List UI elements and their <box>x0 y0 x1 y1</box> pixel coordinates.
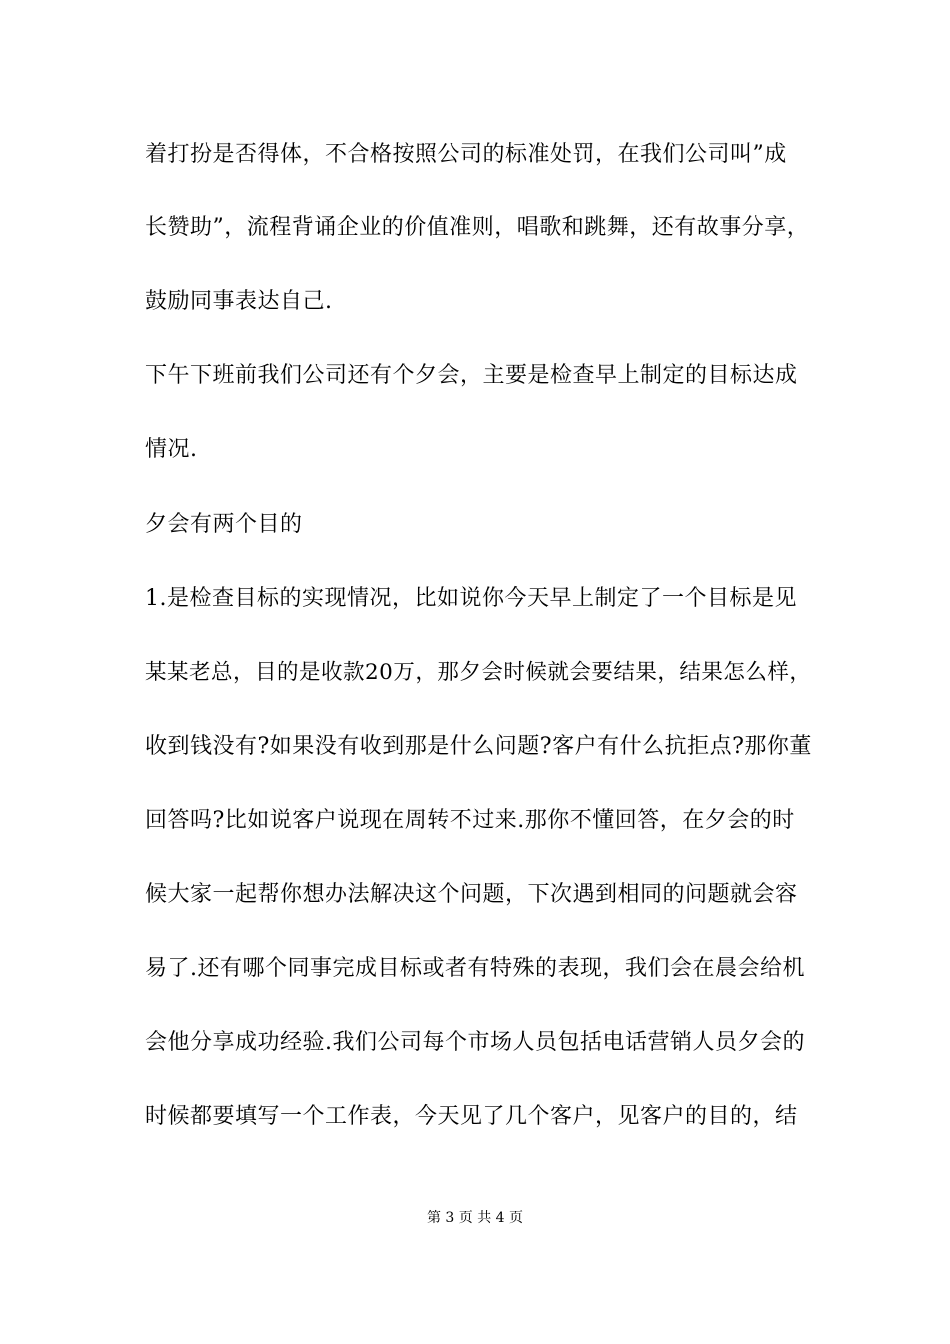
text-line-10: 回答吗?比如说客户说现在周转不过来.那你不懂回答，在夕会的时 <box>145 808 795 833</box>
text-line-4: 下午下班前我们公司还有个夕会，主要是检查早上制定的目标达成 <box>145 363 798 388</box>
text-line-7: 1.是检查目标的实现情况，比如说你今天早上制定了一个目标是见 <box>145 586 797 611</box>
text-line-6: 夕会有两个目的 <box>145 512 303 537</box>
text-line-2: 长赞助”，流程背诵企业的价值准则，唱歌和跳舞，还有故事分享， <box>145 215 810 240</box>
text-line-13: 会他分享成功经验.我们公司每个市场人员包括电话营销人员夕会的 <box>145 1030 805 1055</box>
text-line-8: 某某老总，目的是收款20万，那夕会时候就会要结果，结果怎么样， <box>145 660 812 685</box>
text-line-1: 着打扮是否得体，不合格按照公司的标准处罚，在我们公司叫”成 <box>145 142 787 167</box>
text-line-9: 收到钱没有?如果没有收到那是什么问题?客户有什么抗拒点?那你董 <box>145 734 812 759</box>
text-line-5: 情况. <box>145 437 198 462</box>
text-line-12: 易了.还有哪个同事完成目标或者有特殊的表现，我们会在晨会给机 <box>145 956 805 981</box>
page-number-footer: 第 3 页 共 4 页 <box>426 1210 524 1226</box>
text-line-14: 时候都要填写一个工作表，今天见了几个客户，见客户的目的，结 <box>145 1104 798 1129</box>
text-line-3: 鼓励同事表达自己. <box>145 289 333 314</box>
text-line-11: 候大家一起帮你想办法解决这个问题，下次遇到相同的问题就会容 <box>145 882 798 907</box>
